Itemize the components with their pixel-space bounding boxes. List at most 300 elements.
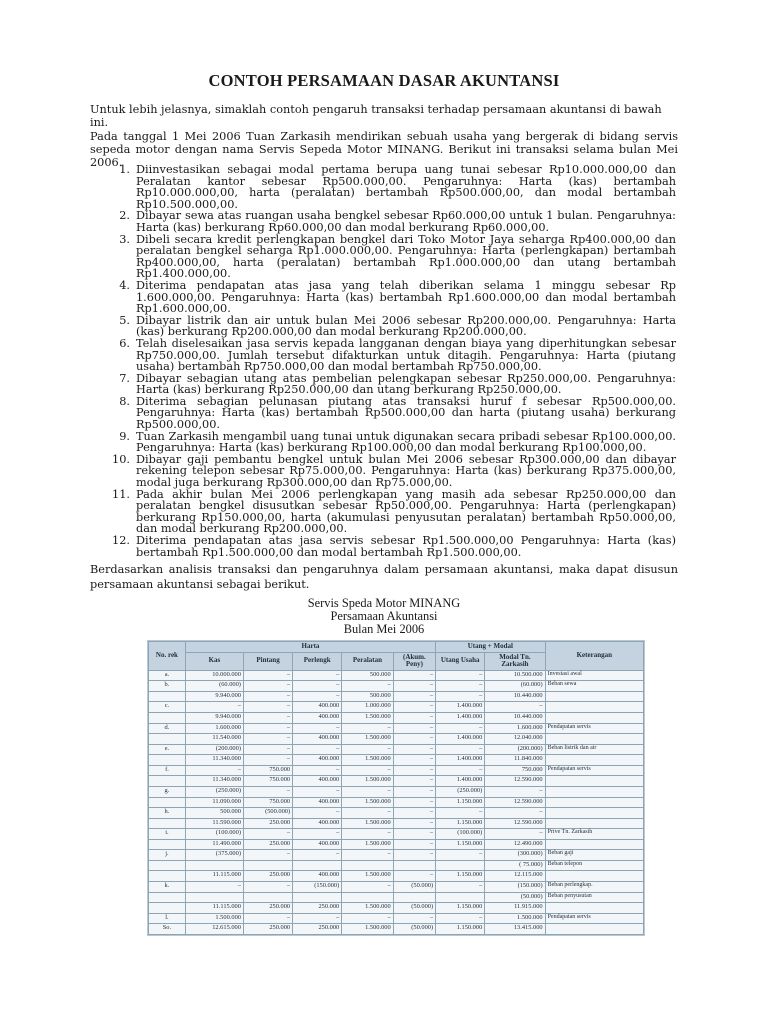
table-cell: 1.500.000	[342, 924, 393, 935]
transaction-item	[112, 431, 676, 454]
row-ref: h.	[149, 808, 186, 819]
row-description	[545, 924, 643, 935]
table-cell: 250.000	[243, 871, 292, 882]
header-peralatan: Peralatan	[342, 652, 393, 670]
transaction-list	[112, 164, 676, 558]
table-cell: (375.000)	[185, 850, 243, 861]
transaction-item	[112, 489, 676, 535]
table-cell: –	[342, 723, 393, 734]
header-kas: Kas	[185, 652, 243, 670]
table-cell: –	[342, 786, 393, 797]
table-cell: –	[243, 829, 292, 840]
transaction-number: 6.	[119, 336, 130, 350]
row-description	[545, 839, 643, 850]
transaction-text: Pada akhir bulan Mei 2006 perlengkapan yang masih ada sebesar Rp250.000,00 dan peralatan bengkel disusutkan sebesar Rp50.000,00. Pengaruhnya: Harta (perlengkapan) berkurang Rp150.000,00, harta (akumulasi penyusutan peralatan) bertambah Rp50.000,00, dan modal berkurang Rp200.000,00.	[136, 487, 676, 536]
table-cell	[293, 860, 342, 871]
table-cell: 11.115.000	[185, 871, 243, 882]
table-cell: 12.590.000	[485, 818, 545, 829]
table-cell: –	[436, 723, 485, 734]
table-cell: 400.000	[293, 871, 342, 882]
row-ref	[149, 892, 186, 903]
ledger-table	[148, 641, 644, 935]
row-ref: a.	[149, 670, 186, 681]
table-cell: –	[393, 691, 435, 702]
table-cell: 11.490.000	[185, 839, 243, 850]
table-cell	[185, 860, 243, 871]
table-cell: –	[243, 691, 292, 702]
table-cell: 1.500.000	[342, 903, 393, 914]
transaction-item	[112, 338, 676, 373]
table-row	[149, 744, 644, 755]
table-cell: 1.600.000	[185, 723, 243, 734]
table-cell: –	[393, 755, 435, 766]
table-row	[149, 797, 644, 808]
table-row	[149, 818, 644, 829]
table-cell: –	[485, 702, 545, 713]
intro-paragraph	[90, 103, 678, 169]
table-cell: –	[293, 786, 342, 797]
table-cell: –	[342, 765, 393, 776]
table-cell: –	[342, 681, 393, 692]
table-cell: 750.000	[485, 765, 545, 776]
table-cell: 1.400.000	[436, 734, 485, 745]
transaction-number: 9.	[119, 429, 130, 443]
table-cell: –	[185, 765, 243, 776]
table-cell: (50.000)	[393, 882, 435, 893]
table-row	[149, 691, 644, 702]
table-cell: (60.000)	[185, 681, 243, 692]
table-cell: –	[485, 829, 545, 840]
table-cell: 1.500.000	[342, 713, 393, 724]
table-cell: –	[293, 850, 342, 861]
row-description	[545, 903, 643, 914]
table-cell: 400.000	[293, 734, 342, 745]
table-cell: 11.115.000	[185, 903, 243, 914]
row-ref	[149, 734, 186, 745]
table-cell: 1.400.000	[436, 776, 485, 787]
table-row	[149, 913, 644, 924]
table-cell: (50.000)	[485, 892, 545, 903]
accounting-equation-table	[147, 640, 645, 936]
table-cell: 9.940.000	[185, 691, 243, 702]
row-description: Beban perlengkap.	[545, 882, 643, 893]
table-cell: 12.040.000	[485, 734, 545, 745]
table-cell: –	[393, 681, 435, 692]
table-cell: –	[436, 882, 485, 893]
row-ref	[149, 818, 186, 829]
table-cell: –	[393, 723, 435, 734]
table-cell: –	[393, 818, 435, 829]
row-description: Beban sewa	[545, 681, 643, 692]
table-row	[149, 903, 644, 914]
table-cell: –	[185, 882, 243, 893]
table-cell: 1.600.000	[485, 723, 545, 734]
table-cell: (250.000)	[185, 786, 243, 797]
table-cell: –	[485, 786, 545, 797]
table-cell: –	[243, 755, 292, 766]
transaction-number: 8.	[119, 394, 130, 408]
table-cell: 500.000	[185, 808, 243, 819]
conclusion-text: Berdasarkan analisis transaksi dan pengaruhnya dalam persamaan akuntansi, maka dapat disusun persamaan akuntansi sebagai berikut.	[90, 563, 678, 591]
transaction-number: 10.	[112, 452, 130, 466]
table-cell: 500.000	[342, 670, 393, 681]
page-title: CONTOH PERSAMAAN DASAR AKUNTANSI	[208, 71, 560, 90]
table-row	[149, 776, 644, 787]
table-cell: –	[342, 913, 393, 924]
row-description	[545, 713, 643, 724]
table-row	[149, 829, 644, 840]
table-cell: (100.000)	[436, 829, 485, 840]
row-description: Pendapatan servis	[545, 765, 643, 776]
row-description	[545, 818, 643, 829]
ledger-body	[149, 670, 644, 934]
header-utang-modal: Utang + Modal	[436, 642, 545, 653]
table-cell: (200.000)	[485, 744, 545, 755]
transaction-number: 7.	[119, 371, 130, 385]
table-cell: –	[293, 681, 342, 692]
row-ref	[149, 860, 186, 871]
transaction-item	[112, 396, 676, 431]
header-modal: Modal Tn. Zarkasih	[485, 652, 545, 670]
table-cell: –	[342, 882, 393, 893]
table-cell: 11.590.000	[185, 818, 243, 829]
table-cell: –	[342, 808, 393, 819]
conclusion-paragraph	[90, 563, 678, 592]
table-cell: 250.000	[243, 839, 292, 850]
table-cell: (200.000)	[185, 744, 243, 755]
table-cell: –	[293, 691, 342, 702]
table-cell: 1.500.000	[342, 755, 393, 766]
table-cell: –	[243, 786, 292, 797]
table-cell: 1.500.000	[342, 776, 393, 787]
table-cell: –	[243, 913, 292, 924]
row-ref: k.	[149, 882, 186, 893]
table-cell: 1.400.000	[436, 702, 485, 713]
row-description	[545, 797, 643, 808]
table-cell: 250.000	[293, 903, 342, 914]
header-harta: Harta	[185, 642, 435, 653]
table-row	[149, 670, 644, 681]
table-cell: 1.500.000	[342, 871, 393, 882]
row-ref: e.	[149, 744, 186, 755]
table-cell	[185, 892, 243, 903]
table-cell: –	[393, 734, 435, 745]
row-description: Beban telepon	[545, 860, 643, 871]
header-perlengkapan: Perlengk	[293, 652, 342, 670]
transaction-number: 2.	[119, 209, 130, 223]
row-ref	[149, 839, 186, 850]
table-cell: 1.150.000	[436, 924, 485, 935]
table-cell: –	[393, 913, 435, 924]
table-cell: –	[243, 702, 292, 713]
transaction-item	[112, 315, 676, 338]
table-cell: –	[243, 882, 292, 893]
table-cell: 1.500.000	[342, 818, 393, 829]
table-cell: (50.000)	[393, 924, 435, 935]
table-cell: 10.500.000	[485, 670, 545, 681]
table-cell: (100.000)	[185, 829, 243, 840]
row-ref: l.	[149, 913, 186, 924]
table-cell	[436, 892, 485, 903]
table-cell: –	[393, 797, 435, 808]
table-cell: 250.000	[243, 903, 292, 914]
table-cell: –	[243, 850, 292, 861]
row-description	[545, 871, 643, 882]
row-ref: d.	[149, 723, 186, 734]
table-cell: –	[185, 702, 243, 713]
transaction-text: Dibayar sebagian utang atas pembelian pelengkapan sebesar Rp250.000,00. Pengaruhnya: Harta (kas) berkurang Rp250.000,00 dan utang berkurang Rp250.000,00.	[136, 371, 676, 397]
transaction-item	[112, 454, 676, 489]
transaction-item	[112, 535, 676, 558]
table-cell: –	[393, 850, 435, 861]
table-cell: 400.000	[293, 797, 342, 808]
table-cell: 250.000	[243, 818, 292, 829]
transaction-number: 5.	[119, 313, 130, 327]
table-cell: 11.840.000	[485, 755, 545, 766]
table-cell: –	[436, 670, 485, 681]
table-row	[149, 755, 644, 766]
transaction-text: Dibayar gaji pembantu bengkel untuk bulan Mei 2006 sebesar Rp300.000,00 dan dibayar rekening telepon sebesar Rp75.000,00. Pengaruhnya: Harta (kas) berkurang Rp375.000,00, modal juga berkurang Rp300.000,00 dan Rp75.000,00.	[136, 452, 676, 490]
header-keterangan: Keterangan	[545, 642, 643, 671]
table-cell: 10.440.000	[485, 691, 545, 702]
table-row	[149, 713, 644, 724]
table-cell: 11.915.000	[485, 903, 545, 914]
table-cell: 1.500.000	[342, 839, 393, 850]
table-caption-company: Servis Speda Motor MINANG	[307, 596, 461, 610]
table-cell: 10.000.000	[185, 670, 243, 681]
transaction-text: Dibeli secara kredit perlengkapan bengkel dari Toko Motor Jaya seharga Rp400.000,00 dan peralatan bengkel seharga Rp1.000.000,00. Pengaruhnya: Harta (perlengkapan) bertambah Rp400.000,00, harta (peralatan) bertambah Rp1.000.000,00 dan utang bertambah Rp1.400.000,00.	[136, 232, 676, 281]
table-cell: 1.400.000	[436, 755, 485, 766]
table-cell: 12.490.000	[485, 839, 545, 850]
table-cell: –	[393, 713, 435, 724]
row-ref	[149, 691, 186, 702]
table-cell: (150.000)	[293, 882, 342, 893]
row-ref: i.	[149, 829, 186, 840]
table-cell: –	[436, 744, 485, 755]
table-cell: 500.000	[342, 691, 393, 702]
table-row	[149, 871, 644, 882]
transaction-item	[112, 164, 676, 210]
table-cell: –	[485, 808, 545, 819]
table-row	[149, 786, 644, 797]
table-cell: (50.000)	[393, 903, 435, 914]
table-row	[149, 808, 644, 819]
row-description: Pendapatan servis	[545, 913, 643, 924]
table-row	[149, 882, 644, 893]
transaction-item	[112, 280, 676, 315]
transaction-item	[112, 373, 676, 396]
table-cell: –	[342, 850, 393, 861]
table-cell: –	[393, 744, 435, 755]
table-cell: 11.340.000	[185, 776, 243, 787]
row-description: Pendapatan servis	[545, 723, 643, 734]
transaction-text: Diterima sebagian pelunasan piutang atas transaksi huruf f sebesar Rp500.000,00. Pengaruhnya: Harta (kas) bertambah Rp500.000,00 dan harta (piutang usaha) berkurang Rp500.000,00.	[136, 394, 676, 432]
row-ref: c.	[149, 702, 186, 713]
table-row	[149, 839, 644, 850]
table-caption-title: Persamaan Akuntansi	[330, 609, 438, 623]
transaction-number: 4.	[119, 278, 130, 292]
table-cell: –	[293, 913, 342, 924]
table-cell: (250.000)	[436, 786, 485, 797]
table-cell: –	[342, 744, 393, 755]
table-row	[149, 723, 644, 734]
table-cell: 750.000	[243, 765, 292, 776]
table-cell: 12.590.000	[485, 797, 545, 808]
table-cell: 1.000.000	[342, 702, 393, 713]
table-cell: –	[243, 713, 292, 724]
table-row	[149, 860, 644, 871]
row-ref	[149, 713, 186, 724]
table-cell: –	[393, 776, 435, 787]
table-cell: –	[436, 681, 485, 692]
table-cell: –	[293, 670, 342, 681]
row-ref	[149, 776, 186, 787]
row-ref	[149, 797, 186, 808]
table-cell: –	[393, 702, 435, 713]
table-row	[149, 702, 644, 713]
table-cell: 1.500.000	[342, 734, 393, 745]
table-cell: –	[393, 829, 435, 840]
row-description: Investasi awal	[545, 670, 643, 681]
table-cell: –	[243, 681, 292, 692]
row-description	[545, 808, 643, 819]
row-ref: b.	[149, 681, 186, 692]
header-piutang: Pintang	[243, 652, 292, 670]
table-cell: –	[436, 808, 485, 819]
row-description: Beban penyusutan	[545, 892, 643, 903]
transaction-number: 3.	[119, 232, 130, 246]
transaction-item	[112, 234, 676, 280]
table-cell: 11.540.000	[185, 734, 243, 745]
transaction-item	[112, 210, 676, 233]
table-cell	[243, 860, 292, 871]
table-cell: 12.115.000	[485, 871, 545, 882]
table-cell: 1.150.000	[436, 797, 485, 808]
row-ref	[149, 871, 186, 882]
table-cell: 10.440.000	[485, 713, 545, 724]
header-utang-usaha: Utang Usaha	[436, 652, 485, 670]
table-cell: –	[293, 808, 342, 819]
transaction-number: 1.	[119, 163, 130, 176]
table-cell: 400.000	[293, 776, 342, 787]
table-cell: –	[243, 734, 292, 745]
table-cell	[436, 860, 485, 871]
row-description	[545, 702, 643, 713]
table-cell: –	[393, 808, 435, 819]
intro-line-2: Pada tanggal 1 Mei 2006 Tuan Zarkasih mendirikan sebuah usaha yang bergerak di bidang servis sepeda motor dengan nama Servis Sepeda Motor MINANG. Berikut ini transaksi selama bulan Mei 2006.	[90, 129, 678, 170]
transaction-number: 12.	[112, 534, 130, 547]
row-description	[545, 734, 643, 745]
row-description	[545, 776, 643, 787]
table-cell: –	[293, 829, 342, 840]
table-cell: 750.000	[243, 797, 292, 808]
table-cell: (300.000)	[485, 850, 545, 861]
transaction-text: Diterima pendapatan atas jasa yang telah diberikan selama 1 minggu sebesar Rp 1.600.000,00. Pengaruhnya: Harta (kas) bertambah Rp1.600.000,00 dan modal bertambah Rp1.600.000,00.	[136, 278, 676, 316]
row-description: Beban gaji	[545, 850, 643, 861]
table-cell: 12.590.000	[485, 776, 545, 787]
row-ref	[149, 755, 186, 766]
table-cell	[342, 892, 393, 903]
table-cell: –	[393, 670, 435, 681]
table-cell: 250.000	[243, 924, 292, 935]
transaction-text: Diinvestasikan sebagai modal pertama berupa uang tunai sebesar Rp10.000.000,00 dan Peralatan kantor sebesar Rp500.000,00. Pengaruhnya: Harta (kas) bertambah Rp10.000.000,00, harta (peralatan) bertambah Rp500.000,00, dan modal bertambah Rp10.500.000,00.	[136, 163, 676, 211]
transaction-text: Diterima pendapatan atas jasa servis sebesar Rp1.500.000,00 Pengaruhnya: Harta (kas) bertambah Rp1.500.000,00 dan modal bertambah Rp1.500.000,00.	[136, 534, 676, 559]
transaction-text: Dibayar listrik dan air untuk bulan Mei 2006 sebesar Rp200.000,00. Pengaruhnya: Harta (kas) berkurang Rp200.000,00 dan modal berkurang Rp200.000,00.	[136, 313, 676, 339]
table-cell: ( 75.000)	[485, 860, 545, 871]
table-cell: –	[342, 829, 393, 840]
table-cell	[393, 860, 435, 871]
transaction-text: Tuan Zarkasih mengambil uang tunai untuk digunakan secara pribadi sebesar Rp100.000,00. Pengaruhnya: Harta (kas) berkurang Rp100.000,00 dan modal berkurang Rp100.000,00.	[136, 429, 676, 455]
table-cell: 400.000	[293, 839, 342, 850]
table-row	[149, 765, 644, 776]
header-akum-peny: (Akum. Peny)	[393, 652, 435, 670]
table-cell: 11.340.000	[185, 755, 243, 766]
row-ref: f.	[149, 765, 186, 776]
table-cell: 1.500.000	[185, 913, 243, 924]
table-cell: 1.500.000	[342, 797, 393, 808]
table-cell: –	[293, 765, 342, 776]
table-cell: –	[393, 839, 435, 850]
transaction-text: Telah diselesaikan jasa servis kepada langganan dengan biaya yang diperhitungkan sebesar Rp750.000,00. Jumlah tersebut difakturkan untuk ditagih. Pengaruhnya: Harta (piutang usaha) bertambah Rp750.000,00 dan modal bertambah Rp750.000,00.	[136, 336, 676, 374]
table-row	[149, 892, 644, 903]
row-description: Beban listrik dan air	[545, 744, 643, 755]
row-ref	[149, 903, 186, 914]
table-cell: 750.000	[243, 776, 292, 787]
table-cell: 1.400.000	[436, 713, 485, 724]
table-cell: –	[393, 871, 435, 882]
table-cell: 400.000	[293, 755, 342, 766]
table-row	[149, 850, 644, 861]
table-cell: –	[436, 765, 485, 776]
row-ref: j.	[149, 850, 186, 861]
row-description	[545, 691, 643, 702]
table-cell: –	[436, 691, 485, 702]
table-cell: –	[243, 723, 292, 734]
table-cell: 250.000	[293, 924, 342, 935]
table-caption-period: Bulan Mei 2006	[343, 622, 425, 636]
table-cell: 400.000	[293, 818, 342, 829]
table-cell: (60.000)	[485, 681, 545, 692]
table-cell: 1.500.000	[485, 913, 545, 924]
table-cell: (150.000)	[485, 882, 545, 893]
table-cell: –	[436, 850, 485, 861]
table-cell: (500.000)	[243, 808, 292, 819]
table-cell: 1.150.000	[436, 839, 485, 850]
table-cell: –	[393, 786, 435, 797]
table-cell	[342, 860, 393, 871]
table-cell	[293, 892, 342, 903]
table-cell: –	[243, 670, 292, 681]
row-ref: g.	[149, 786, 186, 797]
row-description: Prive Tn. Zarkasih	[545, 829, 643, 840]
table-cell: –	[436, 913, 485, 924]
table-cell: –	[293, 744, 342, 755]
table-row	[149, 681, 644, 692]
table-row	[149, 924, 644, 935]
table-row	[149, 734, 644, 745]
table-cell: –	[393, 765, 435, 776]
table-cell: 1.150.000	[436, 903, 485, 914]
transaction-number: 11.	[112, 487, 130, 501]
table-cell: 400.000	[293, 713, 342, 724]
table-cell: 9.940.000	[185, 713, 243, 724]
row-description	[545, 755, 643, 766]
table-cell	[243, 892, 292, 903]
transaction-text: Dibayar sewa atas ruangan usaha bengkel sebesar Rp60.000,00 untuk 1 bulan. Pengaruhnya: Harta (kas) berkurang Rp60.000,00 dan modal berkurang Rp60.000,00.	[136, 209, 676, 234]
table-cell: 12.615.000	[185, 924, 243, 935]
row-description	[545, 786, 643, 797]
table-cell: 400.000	[293, 702, 342, 713]
